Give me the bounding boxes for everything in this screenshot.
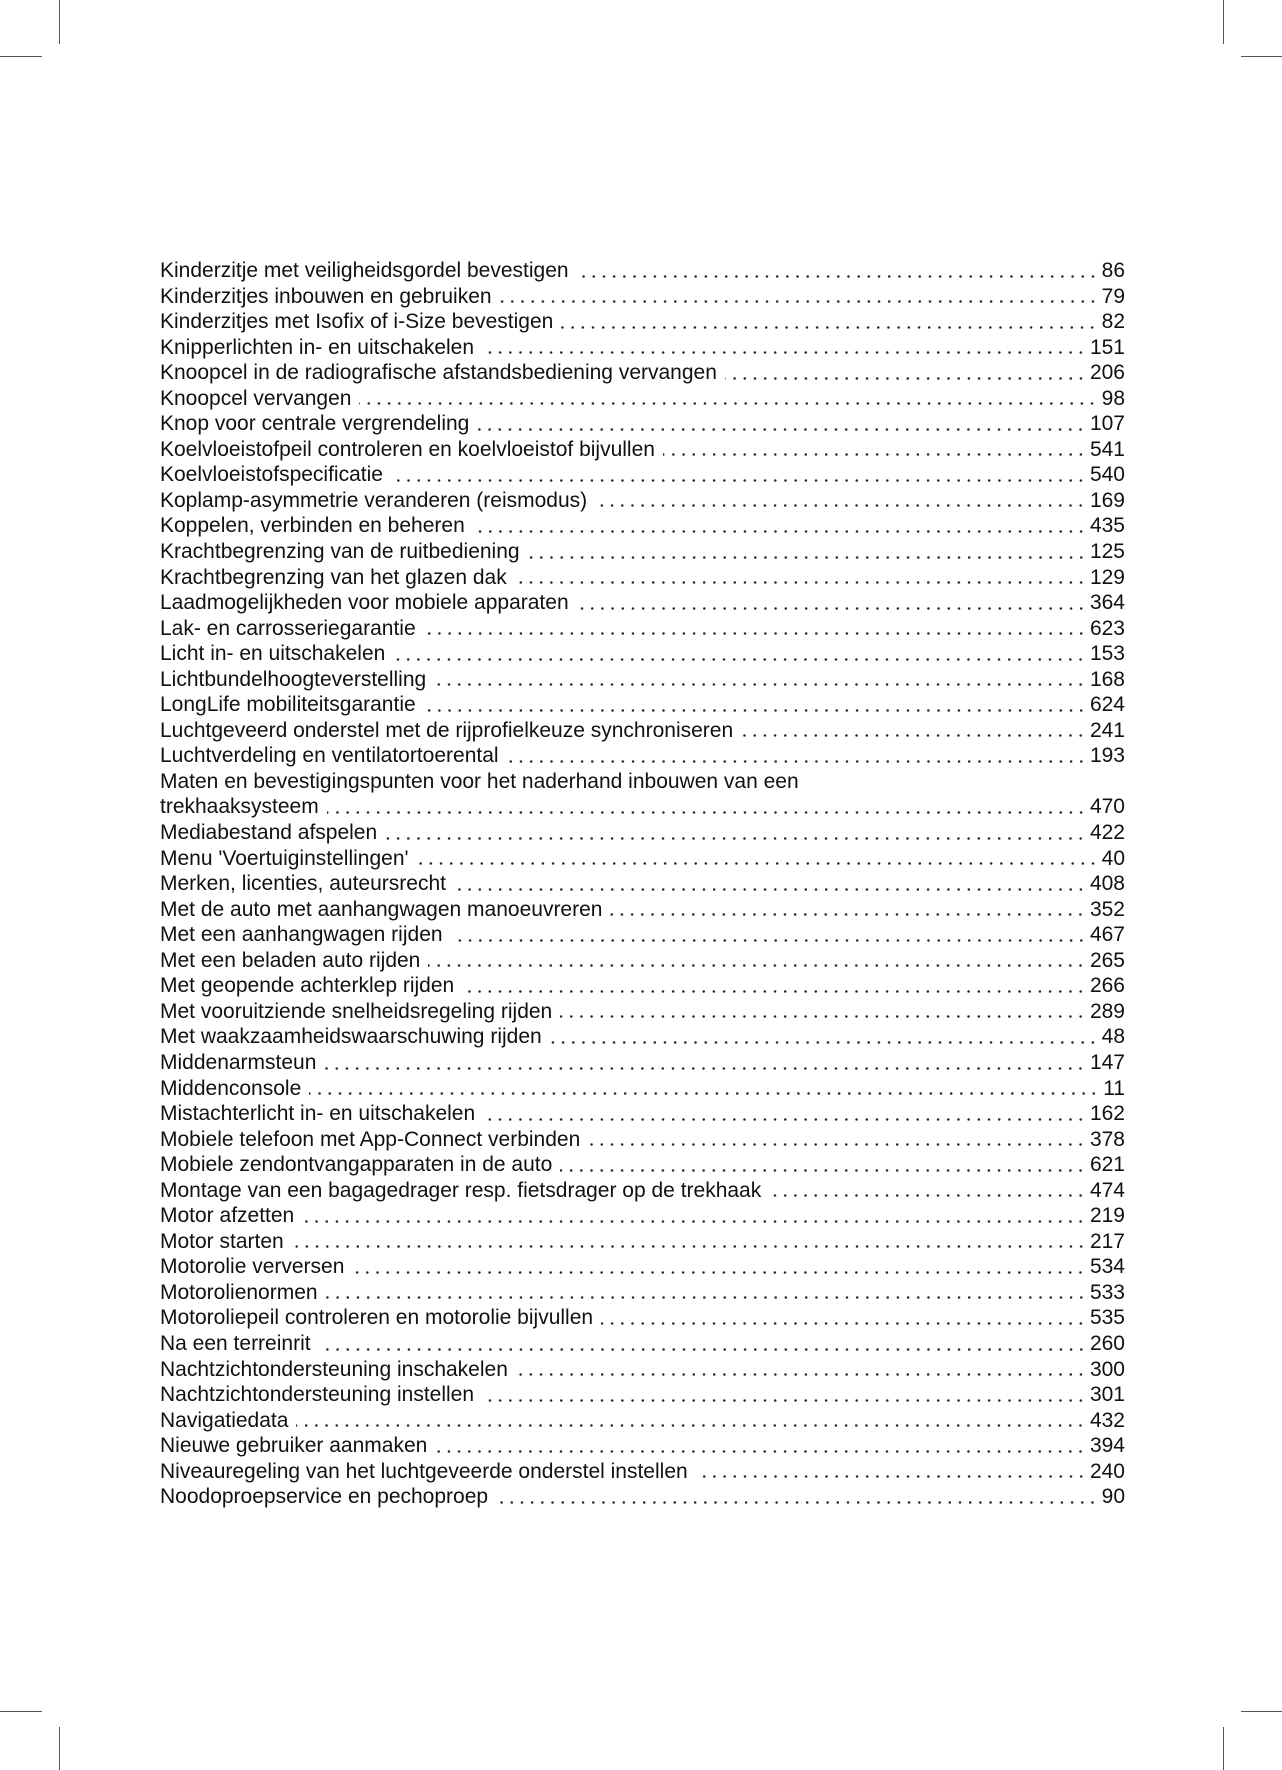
index-entry <box>160 258 1125 284</box>
dot-leader <box>428 964 1086 967</box>
page-number: 408 <box>1089 872 1125 896</box>
dot-leader <box>663 453 1086 456</box>
index-entry <box>160 437 1125 463</box>
entry-title: Kinderzitje met veiligheidsgordel bevestigen <box>160 259 569 282</box>
dot-leader <box>424 709 1086 712</box>
index-entry <box>160 284 1125 310</box>
crop-mark <box>1223 1727 1224 1770</box>
entry-title: Koppelen, verbinden en beheren <box>160 514 465 538</box>
index-entry <box>160 1152 1125 1178</box>
dot-leader <box>292 1245 1086 1248</box>
entry-title: Met geopende achterklep rijden <box>160 974 455 998</box>
crop-mark <box>0 56 42 57</box>
index-entry <box>160 1484 1125 1510</box>
dot-leader <box>588 1143 1086 1146</box>
page-number: 90 <box>1101 1485 1125 1509</box>
page-number: 422 <box>1089 821 1125 845</box>
page-number: 300 <box>1089 1357 1125 1381</box>
index-entry <box>160 846 1125 872</box>
index-entry <box>160 999 1125 1025</box>
page-number: 240 <box>1089 1459 1125 1483</box>
index-entry <box>160 1382 1125 1408</box>
page-number: 265 <box>1089 948 1125 972</box>
page-number: 470 <box>1089 795 1125 819</box>
entry-title: Knop voor centrale vergrendeling <box>160 412 470 436</box>
index-entry <box>160 1101 1125 1127</box>
index-entry <box>160 641 1125 667</box>
page-number: 432 <box>1089 1408 1125 1432</box>
entry-title: Koelvloeistofspecificatie <box>160 463 383 487</box>
entry-title: Kinderzitjes met Isofix of i-Size bevestigen <box>160 310 554 334</box>
entry-title: Montage van een bagagedrager resp. fietsdrager op de trekhaak <box>160 1178 762 1202</box>
index-entry <box>160 539 1125 565</box>
entry-title: Na een terreinrit <box>160 1331 311 1355</box>
entry-title: Krachtbegrenzing van het glazen dak <box>160 565 507 589</box>
entry-title: Laadmogelijkheden voor mobiele apparaten <box>160 591 569 615</box>
index-entry <box>160 1178 1125 1204</box>
page-number: 153 <box>1089 642 1125 666</box>
dot-leader <box>610 913 1085 916</box>
dot-leader <box>515 581 1086 584</box>
dot-leader <box>326 1296 1086 1299</box>
dot-leader <box>417 862 1098 865</box>
entry-title: Mediabestand afspelen <box>160 821 378 845</box>
index-entry <box>160 922 1125 948</box>
entry-title: Navigatiedata <box>160 1408 289 1432</box>
entry-title: Noodoproepservice en pechoproep <box>160 1485 489 1509</box>
page-number: 40 <box>1101 846 1125 870</box>
page-number: 289 <box>1089 999 1125 1023</box>
dot-leader <box>482 1399 1086 1402</box>
page-number: 467 <box>1089 923 1125 947</box>
page-number: 378 <box>1089 1127 1125 1151</box>
dot-leader <box>309 1092 1099 1095</box>
dot-leader <box>451 939 1086 942</box>
entry-title: Met een aanhangwagen rijden <box>160 923 443 947</box>
dot-leader <box>462 990 1086 993</box>
index-entry <box>160 1254 1125 1280</box>
entry-title: Menu 'Voertuiginstellingen' <box>160 846 409 870</box>
index-entry <box>160 462 1125 488</box>
entry-title: Mobiele telefoon met App-Connect verbinden <box>160 1127 581 1151</box>
index-entry <box>160 411 1125 437</box>
entry-title: Motor starten <box>160 1229 284 1253</box>
dot-leader <box>550 1041 1098 1044</box>
entry-title: Mobiele zendontvangapparaten in de auto <box>160 1153 553 1177</box>
index-entry <box>160 1331 1125 1357</box>
entry-title: Knoopcel vervangen <box>160 386 352 410</box>
crop-mark <box>1241 56 1282 57</box>
dot-leader <box>561 326 1097 329</box>
page-number: 534 <box>1089 1255 1125 1279</box>
dot-leader <box>696 1475 1086 1478</box>
dot-leader <box>327 811 1086 814</box>
entry-title: Motorolienormen <box>160 1280 318 1304</box>
dot-leader <box>500 300 1098 303</box>
index-entry <box>160 1076 1125 1102</box>
page-number: 364 <box>1089 591 1125 615</box>
page-number: 11 <box>1103 1076 1125 1100</box>
page-number: 82 <box>1101 310 1125 334</box>
entry-title: Maten en bevestigingspunten voor het naderhand inbouwen van een <box>160 769 799 793</box>
dot-leader <box>352 1271 1086 1274</box>
page-number: 541 <box>1089 437 1125 461</box>
index-entry <box>160 488 1125 514</box>
dot-leader <box>560 1015 1086 1018</box>
entry-title: Met waakzaamheidswaarschuwing rijden <box>160 1025 542 1049</box>
crop-mark <box>59 0 60 44</box>
page-number: 98 <box>1101 386 1125 410</box>
entry-title: Middenconsole <box>160 1076 302 1100</box>
dot-leader <box>391 479 1086 482</box>
page-number: 394 <box>1089 1434 1125 1458</box>
page-number: 301 <box>1089 1383 1125 1407</box>
index-entry-first-line <box>160 769 1125 795</box>
index-entry <box>160 590 1125 616</box>
entry-title: Kinderzitjes inbouwen en gebruiken <box>160 284 492 308</box>
page-number: 151 <box>1089 335 1125 359</box>
index-entry <box>160 565 1125 591</box>
entry-title: Koelvloeistofpeil controleren en koelvloeistof bijvullen <box>160 437 655 461</box>
dot-leader <box>319 1348 1086 1351</box>
page-number: 533 <box>1089 1280 1125 1304</box>
crop-mark <box>0 1711 42 1712</box>
page-number: 168 <box>1089 667 1125 691</box>
index-entry <box>160 513 1125 539</box>
index-entry <box>160 1357 1125 1383</box>
index-entry <box>160 360 1125 386</box>
page-number: 206 <box>1089 361 1125 385</box>
entry-title: Motorolie verversen <box>160 1255 345 1279</box>
page-number: 219 <box>1089 1204 1125 1228</box>
entry-title: Motoroliepeil controleren en motorolie bijvullen <box>160 1306 594 1330</box>
entry-title: Met de auto met aanhangwagen manoeuvreren <box>160 897 603 921</box>
entry-title: LongLife mobiliteitsgarantie <box>160 693 416 717</box>
dot-leader <box>741 734 1086 737</box>
index-entry <box>160 1433 1125 1459</box>
index-entry <box>160 794 1125 820</box>
page-number: 193 <box>1089 744 1125 768</box>
index-entry <box>160 948 1125 974</box>
page-number: 107 <box>1089 412 1125 436</box>
index-entry <box>160 667 1125 693</box>
dot-leader <box>601 1322 1086 1325</box>
dot-leader <box>507 760 1086 763</box>
page-number: 260 <box>1089 1331 1125 1355</box>
entry-title: Merken, licenties, auteursrecht <box>160 872 446 896</box>
dot-leader <box>577 275 1098 278</box>
page-number: 241 <box>1089 718 1125 742</box>
page-number: 623 <box>1089 616 1125 640</box>
index-entry <box>160 335 1125 361</box>
dot-leader <box>577 607 1086 610</box>
entry-title: Krachtbegrenzing van de ruitbediening <box>160 540 520 564</box>
index-entry <box>160 1050 1125 1076</box>
dot-leader <box>482 351 1086 354</box>
page-number: 169 <box>1089 488 1125 512</box>
page-number: 86 <box>1101 259 1125 282</box>
dot-leader <box>725 377 1086 380</box>
dot-leader <box>296 1424 1086 1427</box>
dot-leader <box>560 1169 1086 1172</box>
index-entry <box>160 718 1125 744</box>
page-number: 79 <box>1101 284 1125 308</box>
entry-title: Nachtzichtondersteuning inschakelen <box>160 1357 508 1381</box>
index-entry <box>160 871 1125 897</box>
entry-title: Nachtzichtondersteuning instellen <box>160 1383 475 1407</box>
page-number: 147 <box>1089 1050 1125 1074</box>
page-number: 266 <box>1089 974 1125 998</box>
dot-leader <box>359 402 1097 405</box>
entry-title: Lak- en carrosseriegarantie <box>160 616 416 640</box>
index-entry <box>160 973 1125 999</box>
index-entry <box>160 616 1125 642</box>
index-entry <box>160 1127 1125 1153</box>
index-entry <box>160 1408 1125 1434</box>
page-number: 48 <box>1101 1025 1125 1049</box>
page-number: 474 <box>1089 1178 1125 1202</box>
entry-title: Niveauregeling van het luchtgeveerde onderstel instellen <box>160 1459 688 1483</box>
entry-title: Met een beladen auto rijden <box>160 948 421 972</box>
index-entry <box>160 309 1125 335</box>
page-number: 435 <box>1089 514 1125 538</box>
index-entry <box>160 743 1125 769</box>
index-entry <box>160 692 1125 718</box>
entry-title: Koplamp-asymmetrie veranderen (reismodus) <box>160 488 588 512</box>
entry-title: Nieuwe gebruiker aanmaken <box>160 1434 428 1458</box>
index-entry <box>160 1459 1125 1485</box>
crop-mark <box>59 1727 60 1770</box>
entry-title: Knoopcel in de radiografische afstandsbediening vervangen <box>160 361 717 385</box>
dot-leader <box>302 1220 1086 1223</box>
crop-mark <box>1241 1711 1282 1712</box>
page-number: 624 <box>1089 693 1125 717</box>
dot-leader <box>528 556 1086 559</box>
dot-leader <box>769 1194 1086 1197</box>
page-number: 125 <box>1089 540 1125 564</box>
dot-leader <box>435 1450 1086 1453</box>
dot-leader <box>324 1067 1086 1070</box>
dot-leader <box>434 683 1086 686</box>
page-number: 621 <box>1089 1153 1125 1177</box>
crop-mark <box>1223 0 1224 44</box>
entry-title: Knipperlichten in- en uitschakelen <box>160 335 475 359</box>
index-entry <box>160 1280 1125 1306</box>
dot-leader <box>496 1501 1098 1504</box>
dot-leader <box>483 1118 1086 1121</box>
entry-title: trekhaaksysteem <box>160 795 319 819</box>
entry-title: Middenarmsteun <box>160 1050 317 1074</box>
page-number: 217 <box>1089 1229 1125 1253</box>
page-number: 162 <box>1089 1102 1125 1126</box>
entry-title: Licht in- en uitschakelen <box>160 642 386 666</box>
entry-title: Mistachterlicht in- en uitschakelen <box>160 1102 476 1126</box>
index-entry <box>160 1203 1125 1229</box>
index-entry <box>160 897 1125 923</box>
entry-title: Met vooruitziende snelheidsregeling rijden <box>160 999 553 1023</box>
entry-title: Lichtbundelhoogteverstelling <box>160 667 427 691</box>
index-entry <box>160 1229 1125 1255</box>
dot-leader <box>454 888 1086 891</box>
index-entry <box>160 1305 1125 1331</box>
dot-leader <box>477 428 1086 431</box>
index-entry <box>160 820 1125 846</box>
entry-title: Motor afzetten <box>160 1204 295 1228</box>
dot-leader <box>516 1373 1086 1376</box>
page-number: 540 <box>1089 463 1125 487</box>
index-entry <box>160 1024 1125 1050</box>
dot-leader <box>473 530 1086 533</box>
entry-title: Luchtgeveerd onderstel met de rijprofielkeuze synchroniseren <box>160 718 734 742</box>
index-list <box>160 258 1125 1510</box>
dot-leader <box>393 658 1086 661</box>
dot-leader <box>595 504 1086 507</box>
dot-leader <box>385 837 1086 840</box>
dot-leader <box>424 632 1086 635</box>
page-number: 535 <box>1089 1306 1125 1330</box>
page-number: 352 <box>1089 897 1125 921</box>
page-number: 129 <box>1089 565 1125 589</box>
entry-title: Luchtverdeling en ventilatortoerental <box>160 744 499 768</box>
index-entry <box>160 386 1125 412</box>
